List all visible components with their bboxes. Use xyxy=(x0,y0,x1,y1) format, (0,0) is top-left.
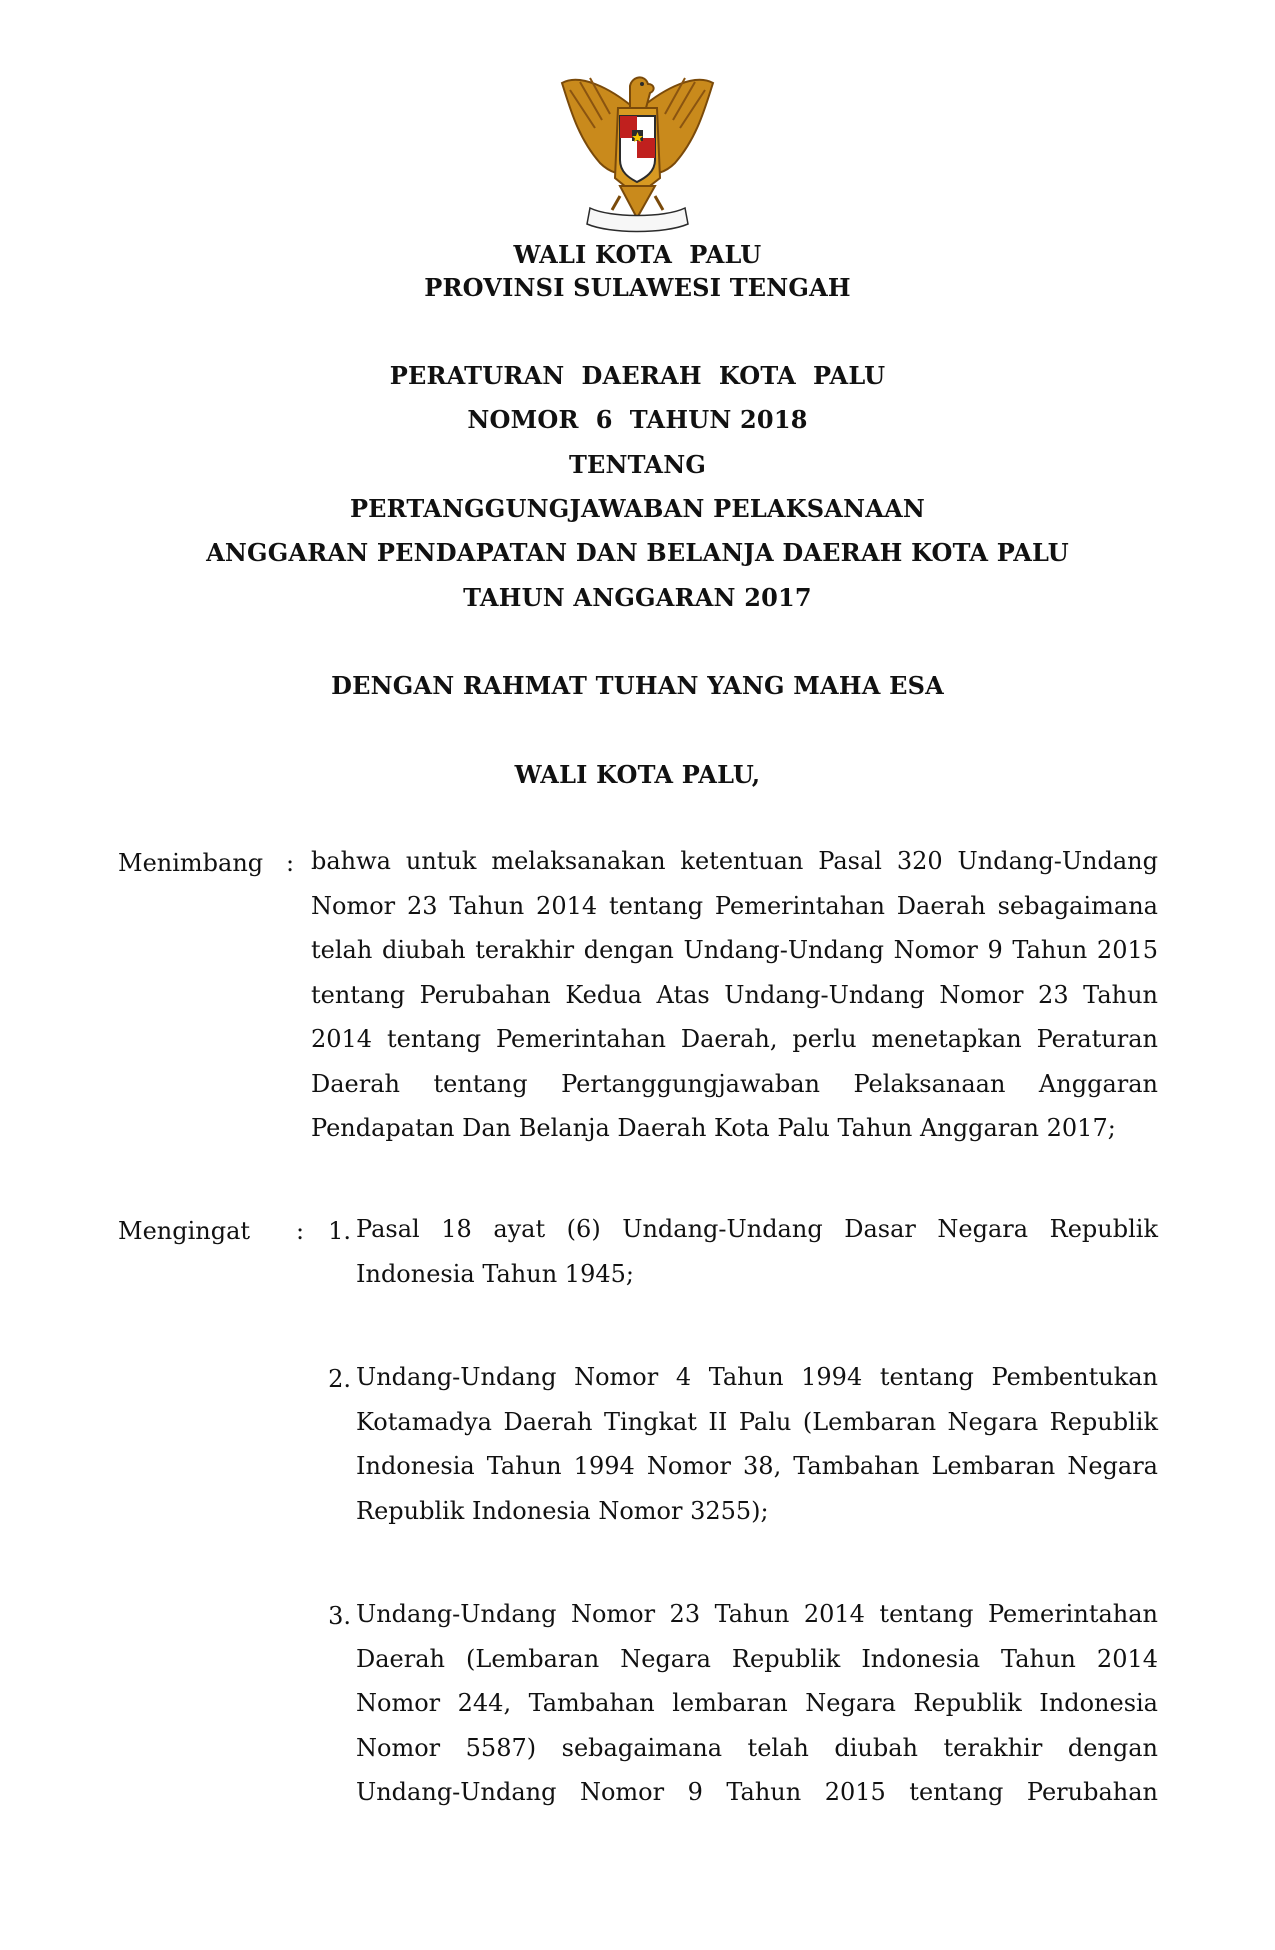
authority: WALI KOTA PALU, xyxy=(514,760,761,789)
garuda-emblem xyxy=(550,68,725,243)
mengingat-item-2-line: Indonesia Tahun 1994 Nomor 38, Tambahan Lembaran Negara xyxy=(356,1452,1158,1480)
mengingat-item-1-text xyxy=(356,1207,1158,1296)
garuda-emblem-graphic xyxy=(550,68,725,243)
mengingat-colon: : xyxy=(296,1217,305,1245)
mengingat-item-3-number: 3. xyxy=(328,1602,351,1630)
preamble: DENGAN RAHMAT TUHAN YANG MAHA ESA xyxy=(331,671,944,700)
mengingat-item-2-text xyxy=(356,1355,1158,1533)
mengingat-item-3-text xyxy=(356,1592,1158,1815)
title-line-2: NOMOR 6 TAHUN 2018 xyxy=(467,405,808,434)
header-line-1: WALI KOTA PALU xyxy=(513,240,762,269)
mengingat-item-3-line: Nomor 5587) sebagaimana telah diubah terakhir dengan xyxy=(356,1733,1158,1762)
menimbang-line: tentang Perubahan Kedua Atas Undang-Undang Nomor 23 Tahun xyxy=(311,980,1158,1009)
mengingat-item-3-line: Nomor 244, Tambahan lembaran Negara Republik Indonesia xyxy=(356,1689,1158,1717)
menimbang-colon: : xyxy=(286,849,295,877)
mengingat-item-2-number: 2. xyxy=(328,1365,351,1393)
menimbang-text xyxy=(311,839,1158,1151)
header-line-2: PROVINSI SULAWESI TENGAH xyxy=(424,273,851,302)
title-line-6: TAHUN ANGGARAN 2017 xyxy=(463,583,812,612)
mengingat-item-3-line: Daerah (Lembaran Negara Republik Indonesia Tahun 2014 xyxy=(356,1644,1158,1673)
title-line-1: PERATURAN DAERAH KOTA PALU xyxy=(389,361,886,390)
title-line-3: TENTANG xyxy=(568,450,707,479)
mengingat-item-2-line: Kotamadya Daerah Tingkat II Palu (Lembaran Negara Republik xyxy=(356,1407,1158,1436)
menimbang-line: Nomor 23 Tahun 2014 tentang Pemerintahan Daerah sebagaimana xyxy=(311,891,1158,920)
mengingat-item-1-line: Indonesia Tahun 1945; xyxy=(356,1259,634,1288)
mengingat-item-2-line: Republik Indonesia Nomor 3255); xyxy=(356,1496,769,1525)
title-line-4: PERTANGGUNGJAWABAN PELAKSANAAN xyxy=(349,494,926,523)
mengingat-item-1-number: 1. xyxy=(328,1217,351,1245)
mengingat-item-2-line: Undang-Undang Nomor 4 Tahun 1994 tentang Pembentukan xyxy=(356,1363,1158,1391)
mengingat-item-3-line: Undang-Undang Nomor 9 Tahun 2015 tentang Perubahan xyxy=(356,1778,1158,1806)
menimbang-line: Pendapatan Dan Belanja Daerah Kota Palu Tahun Anggaran 2017; xyxy=(311,1114,1116,1142)
title-line-5: ANGGARAN PENDAPATAN DAN BELANJA DAERAH KOTA PALU xyxy=(206,538,1069,567)
menimbang-line: Daerah tentang Pertanggungjawaban Pelaksanaan Anggaran xyxy=(311,1069,1158,1098)
mengingat-item-1-line: Pasal 18 ayat (6) Undang-Undang Dasar Negara Republik xyxy=(356,1215,1158,1243)
menimbang-line: telah diubah terakhir dengan Undang-Undang Nomor 9 Tahun 2015 xyxy=(311,936,1158,964)
mengingat-label: Mengingat xyxy=(118,1217,251,1245)
menimbang-line: 2014 tentang Pemerintahan Daerah, perlu menetapkan Peraturan xyxy=(311,1025,1158,1053)
menimbang-line: bahwa untuk melaksanakan ketentuan Pasal 320 Undang-Undang xyxy=(311,847,1158,875)
mengingat-item-3-line: Undang-Undang Nomor 23 Tahun 2014 tentang Pemerintahan xyxy=(356,1600,1158,1628)
menimbang-label: Menimbang xyxy=(118,849,264,877)
